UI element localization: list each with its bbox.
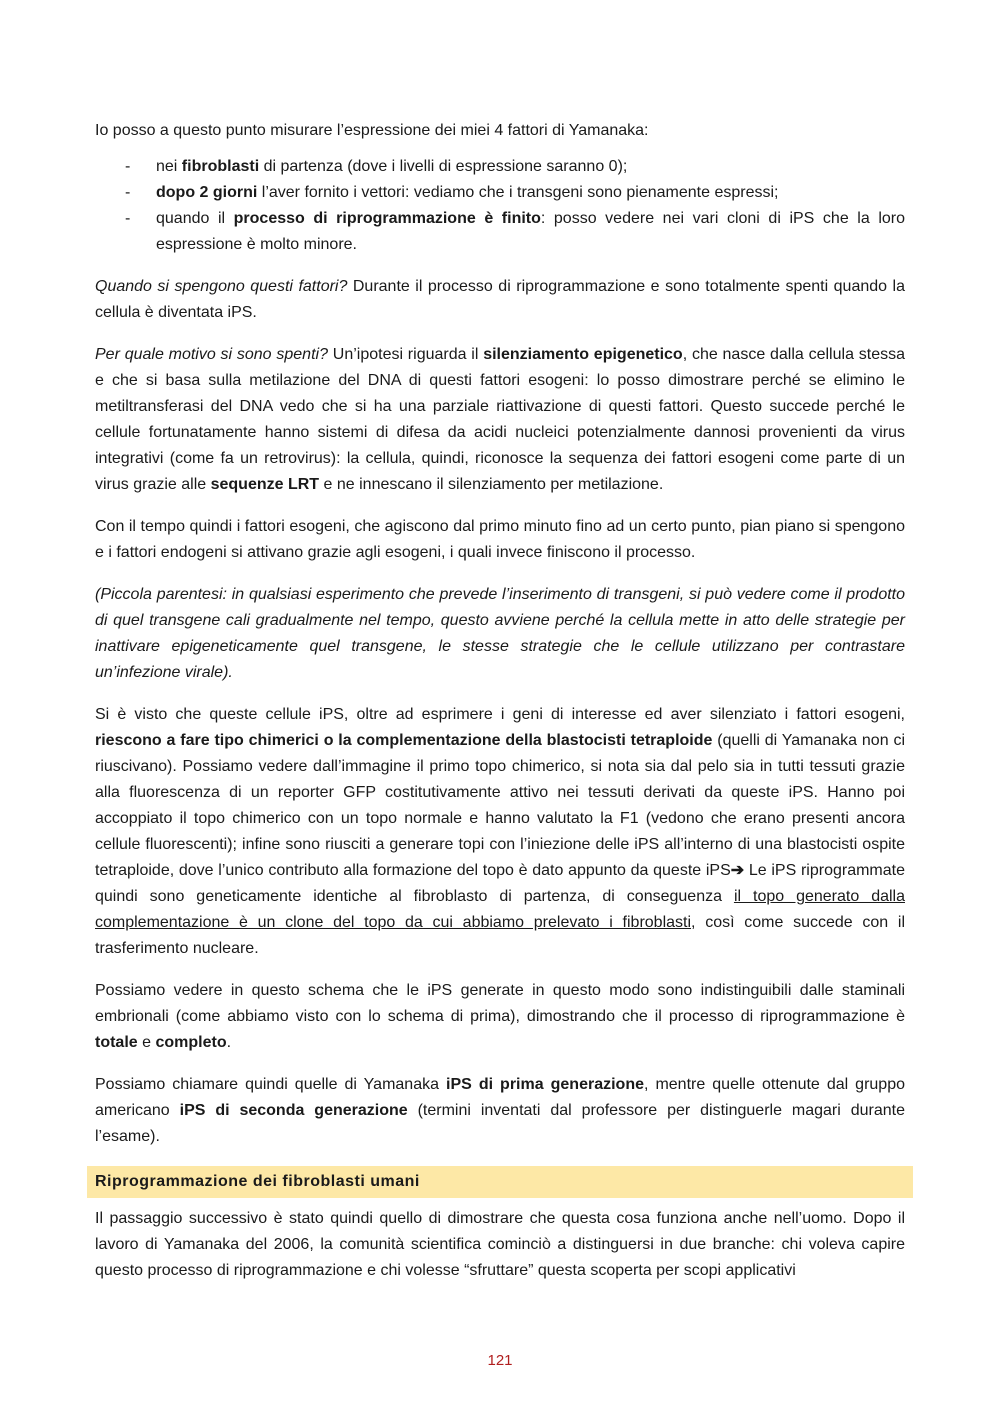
- text-run: nei: [156, 158, 182, 175]
- bold-run: riescono a fare tipo chimerici o la complementazione della blastocisti tetraploide: [95, 732, 713, 749]
- bold-run: silenziamento epigenetico: [483, 346, 683, 363]
- text-run: , mentre quelle ottenute dal gruppo americano: [95, 1076, 906, 1119]
- text-run: e ne innescano il silenziamento per metilazione.: [319, 476, 664, 493]
- bullet-list: [95, 154, 905, 258]
- text-run: quando il: [156, 210, 234, 227]
- bullet-dash: -: [125, 184, 131, 201]
- bullet-dash: -: [125, 210, 131, 227]
- text-run: Possiamo chiamare quindi quelle di Yamanaka: [95, 1076, 447, 1093]
- page-body: [95, 118, 905, 1300]
- underlined-run: il topo generato dalla complementazione è un clone del topo da cui abbiamo prelevato i fibroblasti: [95, 888, 905, 931]
- paragraph-quando: [95, 274, 905, 326]
- bold-run: totale: [95, 1034, 138, 1051]
- bullet-dash: -: [125, 158, 131, 175]
- text-run: Un’ipotesi riguarda il: [327, 346, 484, 363]
- bold-run: dopo 2 giorni: [156, 184, 258, 201]
- bullet-item: [95, 206, 905, 258]
- text-run: : posso vedere nei vari cloni di iPS che la loro espressione è molto minore.: [156, 210, 906, 253]
- text-run: Durante il processo di riprogrammazione e sono totalmente spenti quando la cellula è diventata iPS.: [95, 278, 905, 321]
- text-run: , che nasce dalla cellula stessa e che si basa sulla metilazione del DNA di questi fattori esogeni: lo posso dimostrare perché se elimino le metiltransferasi del DNA vedo che si ha una parziale riattivazione di questi fattori. Questo succede perché le cellule fortunatamente hanno sistemi di difesa da acidi nucleici potenzialmente dannosi provenienti da virus integrativi (come fa un retrovirus): la cellula, quindi, riconosce la sequenza dei fattori esogeni come parte di un virus grazie alle: [95, 346, 905, 493]
- bullet-item: [95, 154, 905, 180]
- page-number: 121: [487, 1352, 513, 1369]
- paragraph-schema: [95, 978, 905, 1056]
- bold-run: completo: [155, 1034, 227, 1051]
- text-run: (quelli di Yamanaka non ci riuscivano). Possiamo vedere dall’immagine il primo topo chimerico, si nota sia dal pelo sia in tutti tessuti grazie alla fluorescenza di un reporter GFP costitutivamente attivo nei tessuti derivati da queste iPS. Hanno poi accoppiato il topo chimerico con un topo normale e hanno valutato la F1 (vedono che erano presenti ancora cellule fluorescenti); infine sono riusciti a generare topi con l’iniezione delle iPS all’interno di una blastocisti ospite tetraploide, dove l’unico contributo alla formazione del topo è dato appunto da queste iPS: [95, 732, 905, 879]
- text-run: (termini inventati dal professore per distinguerle magari durante l’esame).: [95, 1102, 905, 1145]
- text-run: di partenza (dove i livelli di espressione saranno 0);: [259, 158, 628, 175]
- text-run: , così come succede con il trasferimento nucleare.: [95, 914, 905, 957]
- text-run: Possiamo vedere in questo schema che le iPS generate in questo modo sono indistinguibili dalle staminali embrionali (come abbiamo visto con lo schema di prima), dimostrando che il processo di riprogrammazione è: [95, 982, 905, 1025]
- text-run: Le iPS riprogrammate quindi sono geneticamente identiche al fibroblasto di partenza, di conseguenza: [95, 862, 906, 905]
- text-run: e: [137, 1034, 156, 1051]
- intro-paragraph: Io posso a questo punto misurare l’espressione dei miei 4 fattori di Yamanaka:: [95, 122, 649, 139]
- bullet-item: [95, 180, 905, 206]
- bold-run: fibroblasti: [181, 158, 260, 175]
- paragraph-generazioni: [95, 1072, 905, 1150]
- italic-question: Per quale motivo si sono spenti?: [95, 346, 328, 363]
- arrow-icon: ➔: [730, 862, 745, 879]
- text-run: l’aver fornito i vettori: vediamo che i transgeni sono pienamente espressi;: [257, 184, 779, 201]
- bold-run: iPS di prima generazione: [446, 1076, 644, 1093]
- bold-run: iPS di seconda generazione: [179, 1102, 408, 1119]
- paragraph-successivo: Il passaggio successivo è stato quindi quello di dimostrare che questa cosa funziona anche nell’uomo. Dopo il lavoro di Yamanaka del 2006, la comunità scientifica cominciò a distinguersi in due branche: chi voleva capire questo processo di riprogrammazione e chi volesse “sfruttare” questa scoperta per scopi applicativi: [95, 1210, 905, 1279]
- paragraph-ips: [95, 702, 905, 962]
- text-run: Si è visto che queste cellule iPS, oltre ad esprimere i geni di interesse ed aver silenziato i fattori esogeni,: [95, 706, 905, 723]
- paragraph-motivo: [95, 342, 905, 498]
- text-run: .: [226, 1034, 232, 1051]
- paragraph-parentesi: (Piccola parentesi: in qualsiasi esperimento che prevede l’inserimento di transgeni, si può vedere come il prodotto di quel transgene cali gradualmente nel tempo, questo avviene perché la cellula mette in atto delle strategie per inattivare epigeneticamente quel transgene, le stesse strategie che le cellule utilizzano per contrastare un’infezione virale).: [95, 586, 905, 681]
- bold-run: processo di riprogrammazione è finito: [233, 210, 541, 227]
- paragraph-tempo: Con il tempo quindi i fattori esogeni, che agiscono dal primo minuto fino ad un certo punto, pian piano si spengono e i fattori endogeni si attivano grazie agli esogeni, i quali invece finiscono il processo.: [95, 518, 905, 561]
- section-heading: Riprogrammazione dei fibroblasti umani: [87, 1166, 913, 1198]
- bold-run: sequenze LRT: [210, 476, 320, 493]
- italic-question: Quando si spengono questi fattori?: [95, 278, 348, 295]
